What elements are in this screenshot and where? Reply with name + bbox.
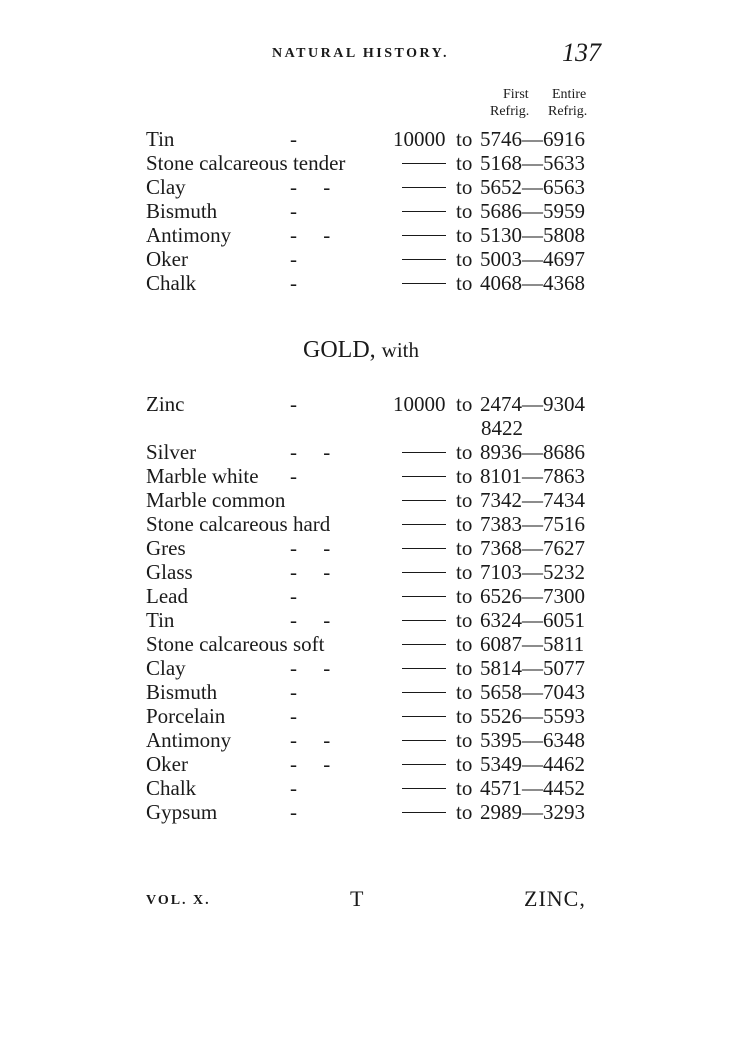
ditto-line xyxy=(402,620,446,621)
table-row xyxy=(0,536,750,560)
refrigeration-values: 6087—5811 xyxy=(480,632,585,656)
table-row xyxy=(0,175,750,199)
to-word: to xyxy=(456,656,473,680)
refrigeration-values: 8101—7863 xyxy=(480,464,585,488)
refrigeration-values: 5652—6563 xyxy=(480,175,585,199)
ditto-line xyxy=(402,259,446,260)
ditto-line xyxy=(402,283,446,284)
material-name: Stone calcareous tender xyxy=(146,151,346,175)
ditto-line xyxy=(402,235,446,236)
leader-dash: - xyxy=(290,199,297,223)
material-name: Porcelain xyxy=(146,704,226,728)
to-word: to xyxy=(456,536,473,560)
refrigeration-values: 5658—7043 xyxy=(480,680,585,704)
material-name: Bismuth xyxy=(146,680,218,704)
ditto-line xyxy=(402,764,446,765)
table-row xyxy=(0,464,750,488)
material-name: Oker xyxy=(146,247,188,271)
to-word: to xyxy=(456,632,473,656)
ditto-line xyxy=(402,452,446,453)
table-row xyxy=(0,632,750,656)
material-name: Tin xyxy=(146,127,175,151)
refrigeration-values: 4068—4368 xyxy=(480,271,585,295)
refrigeration-values: 5686—5959 xyxy=(480,199,585,223)
to-word: to xyxy=(456,199,473,223)
to-word: to xyxy=(456,584,473,608)
to-word: to xyxy=(456,392,473,416)
to-word: to xyxy=(456,151,473,175)
refrigeration-values: 5349—4462 xyxy=(480,752,585,776)
ditto-line xyxy=(402,668,446,669)
leader-dash: - - xyxy=(290,752,331,776)
material-name: Antimony xyxy=(146,223,232,247)
section-heading xyxy=(303,337,419,364)
material-name: Marble common xyxy=(146,488,286,512)
to-word: to xyxy=(456,704,473,728)
leader-dash: - xyxy=(290,776,297,800)
to-word: to xyxy=(456,752,473,776)
ditto-line xyxy=(402,187,446,188)
table-row xyxy=(0,584,750,608)
refrigeration-values: 7383—7516 xyxy=(480,512,585,536)
table-row xyxy=(0,752,750,776)
ditto-line xyxy=(402,548,446,549)
table-row xyxy=(0,151,750,175)
material-name: Gres xyxy=(146,536,186,560)
refrigeration-values: 7342—7434 xyxy=(480,488,585,512)
material-name: Chalk xyxy=(146,776,197,800)
material-name: Antimony xyxy=(146,728,232,752)
to-word: to xyxy=(456,800,473,824)
to-word: to xyxy=(456,512,473,536)
material-name: Silver xyxy=(146,440,197,464)
material-name: Tin xyxy=(146,608,175,632)
ditto-line xyxy=(402,163,446,164)
to-word: to xyxy=(456,464,473,488)
material-name: Stone calcareous soft xyxy=(146,632,325,656)
refrigeration-values: 7368—7627 xyxy=(480,536,585,560)
base-value: 10000 xyxy=(393,127,446,151)
refrigeration-values: 2989—3293 xyxy=(480,800,585,824)
leader-dash: - - xyxy=(290,440,331,464)
refrigeration-values: 4571—4452 xyxy=(480,776,585,800)
material-name: Stone calcareous hard xyxy=(146,512,331,536)
leader-dash: - xyxy=(290,271,297,295)
leader-dash: - xyxy=(290,392,297,416)
refrigeration-values: 6526—7300 xyxy=(480,584,585,608)
ditto-line xyxy=(402,211,446,212)
table-row xyxy=(0,271,750,295)
table-row xyxy=(0,440,750,464)
table-row xyxy=(0,127,750,151)
refrigeration-values: 8936—8686 xyxy=(480,440,585,464)
base-value: 10000 xyxy=(393,392,446,416)
ditto-line xyxy=(402,812,446,813)
to-word: to xyxy=(456,776,473,800)
refrigeration-values: 7103—5232 xyxy=(480,560,585,584)
table-row xyxy=(0,656,750,680)
refrigeration-values: 5130—5808 xyxy=(480,223,585,247)
table-row xyxy=(0,512,750,536)
to-word: to xyxy=(456,608,473,632)
leader-dash: - - xyxy=(290,656,331,680)
to-word: to xyxy=(456,127,473,151)
to-word: to xyxy=(456,223,473,247)
table-row xyxy=(0,800,750,824)
column-header-first: First xyxy=(503,87,529,102)
table-row xyxy=(0,223,750,247)
leader-dash: - xyxy=(290,584,297,608)
to-word: to xyxy=(456,247,473,271)
material-name: Chalk xyxy=(146,271,197,295)
material-name: Glass xyxy=(146,560,193,584)
leader-dash: - - xyxy=(290,608,331,632)
refrigeration-values: 5003—4697 xyxy=(480,247,585,271)
table-row xyxy=(0,704,750,728)
ditto-line xyxy=(402,476,446,477)
ditto-line xyxy=(402,740,446,741)
leader-dash: - xyxy=(290,704,297,728)
signature-mark: T xyxy=(350,886,364,911)
ditto-line xyxy=(402,644,446,645)
page-number: 137 xyxy=(562,38,601,67)
leader-dash: - xyxy=(290,247,297,271)
leader-dash: - xyxy=(290,800,297,824)
material-name: Lead xyxy=(146,584,188,608)
material-name: Gypsum xyxy=(146,800,218,824)
to-word: to xyxy=(456,271,473,295)
refrigeration-values: 5395—6348 xyxy=(480,728,585,752)
table-row xyxy=(0,608,750,632)
leader-dash: - - xyxy=(290,175,331,199)
to-word: to xyxy=(456,560,473,584)
ditto-line xyxy=(402,572,446,573)
leader-dash: - - xyxy=(290,560,331,584)
table-row xyxy=(0,560,750,584)
table-row xyxy=(0,247,750,271)
table-row xyxy=(0,392,750,416)
to-word: to xyxy=(456,680,473,704)
continued-value: 8422 xyxy=(481,416,523,440)
refrigeration-values: 2474—9304 xyxy=(480,392,585,416)
column-header-entire-refrig: Refrig. xyxy=(548,104,588,119)
catchword: ZINC, xyxy=(524,886,586,911)
material-name: Zinc xyxy=(146,392,185,416)
leader-dash: - - xyxy=(290,536,331,560)
table-row xyxy=(0,199,750,223)
to-word: to xyxy=(456,728,473,752)
leader-dash: - - xyxy=(290,728,331,752)
leader-dash: - - xyxy=(290,223,331,247)
table-row xyxy=(0,680,750,704)
material-name: Bismuth xyxy=(146,199,218,223)
refrigeration-values: 5526—5593 xyxy=(480,704,585,728)
column-header-first-refrig: Refrig. xyxy=(490,104,530,119)
ditto-line xyxy=(402,692,446,693)
leader-dash: - xyxy=(290,464,297,488)
refrigeration-values: 5746—6916 xyxy=(480,127,585,151)
section-suffix: with xyxy=(381,338,419,362)
ditto-line xyxy=(402,500,446,501)
running-header: NATURAL HISTORY. xyxy=(272,46,449,61)
material-name: Clay xyxy=(146,656,186,680)
to-word: to xyxy=(456,488,473,512)
ditto-line xyxy=(402,524,446,525)
refrigeration-values: 5168—5633 xyxy=(480,151,585,175)
leader-dash: - xyxy=(290,680,297,704)
ditto-line xyxy=(402,716,446,717)
refrigeration-values: 6324—6051 xyxy=(480,608,585,632)
volume-label: VOL. X. xyxy=(146,893,211,908)
leader-dash: - xyxy=(290,127,297,151)
material-name: Oker xyxy=(146,752,188,776)
table-row xyxy=(0,728,750,752)
to-word: to xyxy=(456,175,473,199)
material-name: Marble white xyxy=(146,464,259,488)
refrigeration-values: 5814—5077 xyxy=(480,656,585,680)
material-name: Clay xyxy=(146,175,186,199)
column-header-entire: Entire xyxy=(552,87,587,102)
ditto-line xyxy=(402,788,446,789)
to-word: to xyxy=(456,440,473,464)
section-title: GOLD, xyxy=(303,337,376,363)
ditto-line xyxy=(402,596,446,597)
table-row xyxy=(0,488,750,512)
table-row xyxy=(0,776,750,800)
